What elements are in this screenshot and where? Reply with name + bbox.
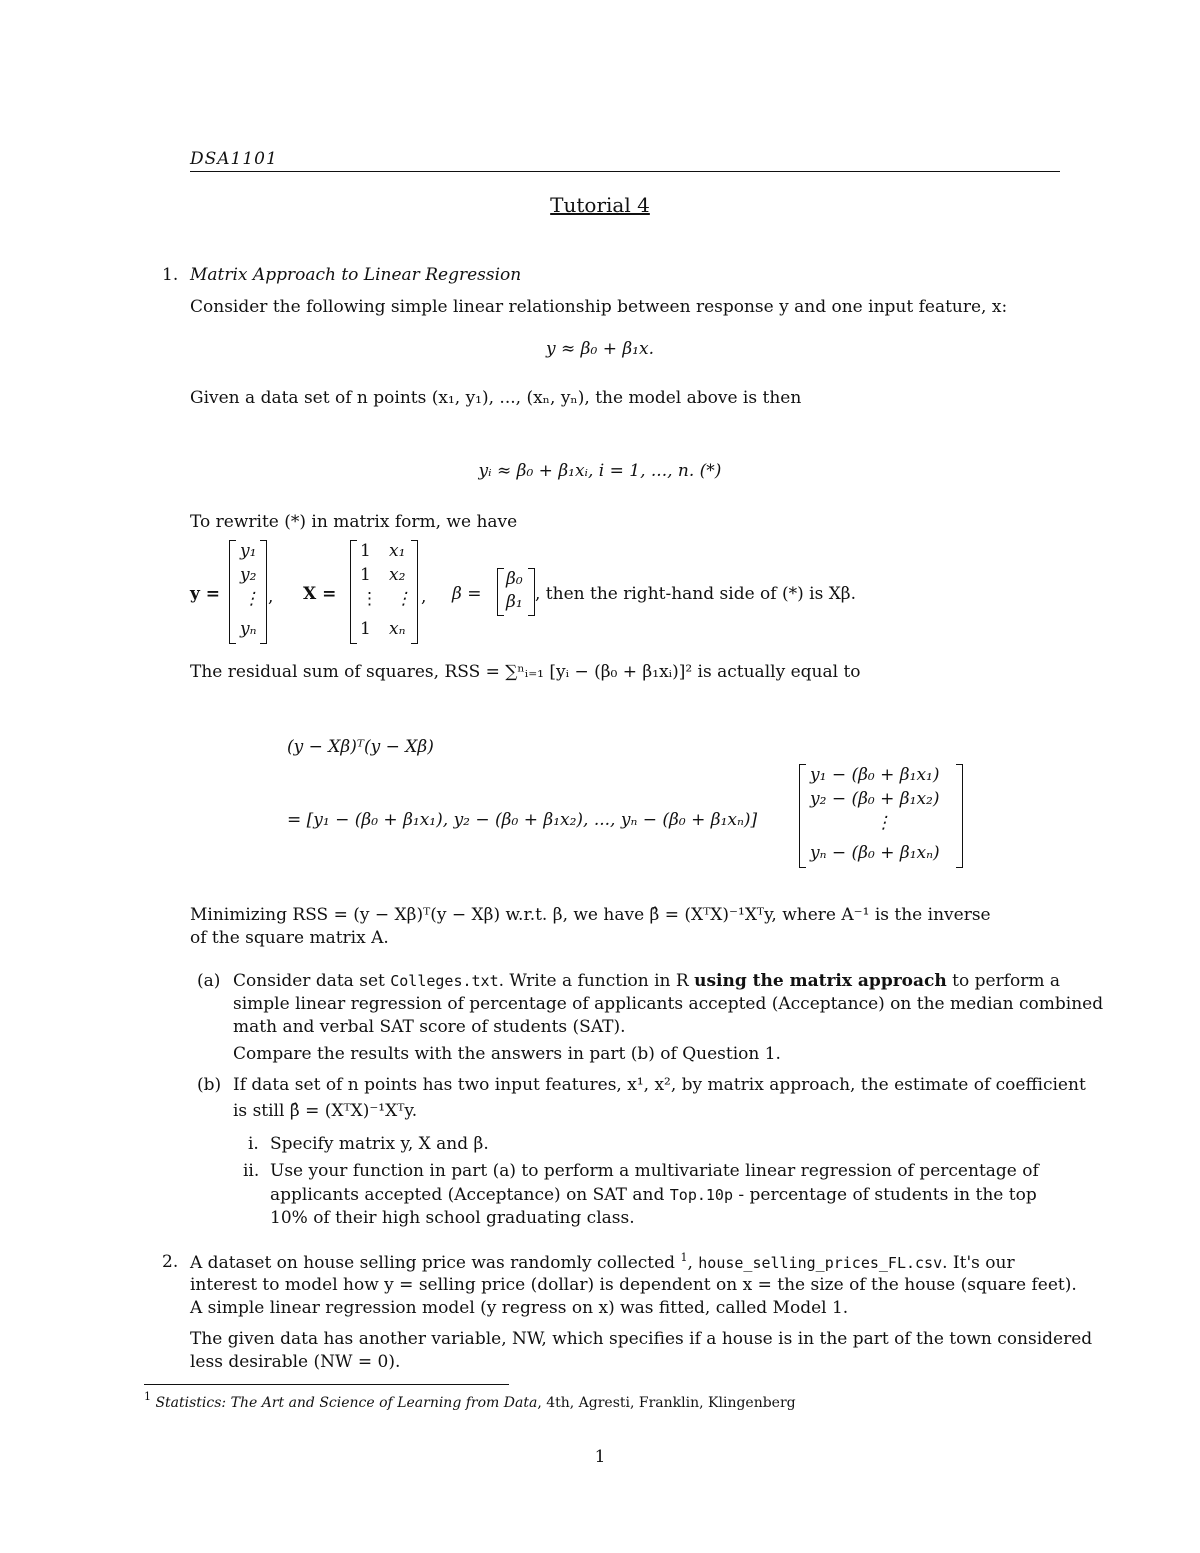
q1-intro: Consider the following simple linear relationship between response y and one input feature, x: xyxy=(190,297,1008,317)
X-entry: x₁ xyxy=(389,541,406,561)
part-a-line2: simple linear regression of percentage of applicants accepted (Acceptance) on the median combined xyxy=(233,994,1104,1014)
q2-line3: A simple linear regression model (y regress on x) was fitted, called Model 1. xyxy=(190,1298,849,1318)
residual-entry: ⋮ xyxy=(875,813,892,833)
comma: , xyxy=(421,587,427,607)
q2-line2: interest to model how y = selling price (dollar) is dependent on x = the size of the house (square feet). xyxy=(190,1275,1077,1295)
page-title: Tutorial 4 xyxy=(550,193,650,217)
footnote-mark: 1 xyxy=(680,1251,688,1264)
y-vector-label: y = xyxy=(190,584,221,604)
beta-vector-label: β = xyxy=(452,584,482,604)
q1-rewrite: To rewrite (*) in matrix form, we have xyxy=(190,512,518,532)
part-b-ii-line2: applicants accepted (Acceptance) on SAT and Top.10p - percentage of students in the top xyxy=(270,1185,1037,1205)
residual-entry: y₂ − (β₀ + β₁x₂) xyxy=(810,789,940,809)
y-entry: yₙ xyxy=(240,619,257,639)
X-entry: xₙ xyxy=(389,619,406,639)
X-entry: ⋮ xyxy=(395,589,412,609)
part-a-line1: Consider data set Colleges.txt. Write a function in R using the matrix approach to perform a xyxy=(233,971,1060,991)
part-a-line3: math and verbal SAT score of students (SAT). xyxy=(233,1017,626,1037)
q1-given: Given a data set of n points (x₁, y₁), ..., (xₙ, yₙ), the model above is then xyxy=(190,388,802,408)
q1-heading: Matrix Approach to Linear Regression xyxy=(190,265,522,285)
comma: , xyxy=(268,587,274,607)
footnote: $^1$ Statistics: The Art and Science of Learning from Data, 4th, Agresti, Franklin, Klingenberg xyxy=(144,1390,796,1411)
q2-number: 2. xyxy=(162,1252,179,1272)
y-entry: ⋮ xyxy=(243,589,260,609)
minimizing-line1: Minimizing RSS = (y − Xβ)ᵀ(y − Xβ) w.r.t. β, we have β̂ = (XᵀX)⁻¹Xᵀy, where A⁻¹ is the inverse xyxy=(190,905,991,925)
X-entry: 1 xyxy=(360,619,371,639)
course-header: DSA1101 xyxy=(190,149,278,169)
part-a-line4: Compare the results with the answers in part (b) of Question 1. xyxy=(233,1044,781,1064)
y-entry: y₁ xyxy=(240,541,257,561)
file-name: house_selling_prices_FL.csv xyxy=(698,1254,943,1272)
part-b-label: (b) xyxy=(197,1075,222,1095)
beta-vector xyxy=(497,568,535,616)
q2-line1: A dataset on house selling price was randomly collected $^1$, house_selling_prices_FL.csv. It's our xyxy=(190,1251,1015,1273)
minimizing-line2: of the square matrix A. xyxy=(190,928,389,948)
q2-line5: less desirable (NW = 0). xyxy=(190,1352,401,1372)
page-number: 1 xyxy=(594,1447,606,1467)
part-b-line1: If data set of n points has two input features, x¹, x², by matrix approach, the estimate of coefficient xyxy=(233,1075,1086,1095)
residual-entry: yₙ − (β₀ + β₁xₙ) xyxy=(810,843,940,863)
X-matrix xyxy=(350,540,418,644)
q2-line4: The given data has another variable, NW, which specifies if a house is in the part of the town considered xyxy=(190,1329,1093,1349)
X-entry: x₂ xyxy=(389,565,406,585)
part-b-i-text: Specify matrix y, X and β. xyxy=(270,1134,489,1154)
q1-eq1: y ≈ β₀ + β₁x. xyxy=(546,339,654,359)
y-entry: y₂ xyxy=(240,565,257,585)
X-entry: 1 xyxy=(360,565,371,585)
rss-text: The residual sum of squares, RSS = ∑ⁿᵢ₌₁ [yᵢ − (β₀ + β₁xᵢ)]² is actually equal to xyxy=(190,662,861,682)
X-entry: 1 xyxy=(360,541,371,561)
X-matrix-label: X = xyxy=(303,584,337,604)
part-b-ii-line3: 10% of their high school graduating class. xyxy=(270,1208,635,1228)
part-a-label: (a) xyxy=(197,971,221,991)
part-b-i-label: i. xyxy=(248,1134,259,1154)
beta-entry: β₀ xyxy=(506,569,523,589)
X-entry: ⋮ xyxy=(361,589,378,609)
residual-vector xyxy=(799,764,963,868)
q1-eq2: yᵢ ≈ β₀ + β₁xᵢ, i = 1, ..., n. (*) xyxy=(478,461,722,481)
part-b-ii-line1: Use your function in part (a) to perform a multivariate linear regression of percentage of xyxy=(270,1161,1039,1181)
rss-eq2: = [y₁ − (β₀ + β₁x₁), y₂ − (β₀ + β₁x₂), ..., yₙ − (β₀ + β₁xₙ)] xyxy=(287,810,758,830)
residual-entry: y₁ − (β₀ + β₁x₁) xyxy=(810,765,940,785)
footnote-rule xyxy=(144,1384,509,1385)
header-rule xyxy=(190,171,1060,172)
rss-eq1: (y − Xβ)ᵀ(y − Xβ) xyxy=(287,737,434,757)
variable-name: Top.10p xyxy=(669,1186,733,1204)
part-b-ii-label: ii. xyxy=(243,1161,260,1181)
rhs-text: , then the right-hand side of (*) is Xβ. xyxy=(535,584,857,604)
file-name: Colleges.txt xyxy=(390,972,499,990)
part-b-line2: is still β̂ = (XᵀX)⁻¹Xᵀy. xyxy=(233,1101,418,1121)
beta-entry: β₁ xyxy=(506,592,523,612)
q1-number: 1. xyxy=(162,265,179,285)
y-vector xyxy=(229,540,267,644)
